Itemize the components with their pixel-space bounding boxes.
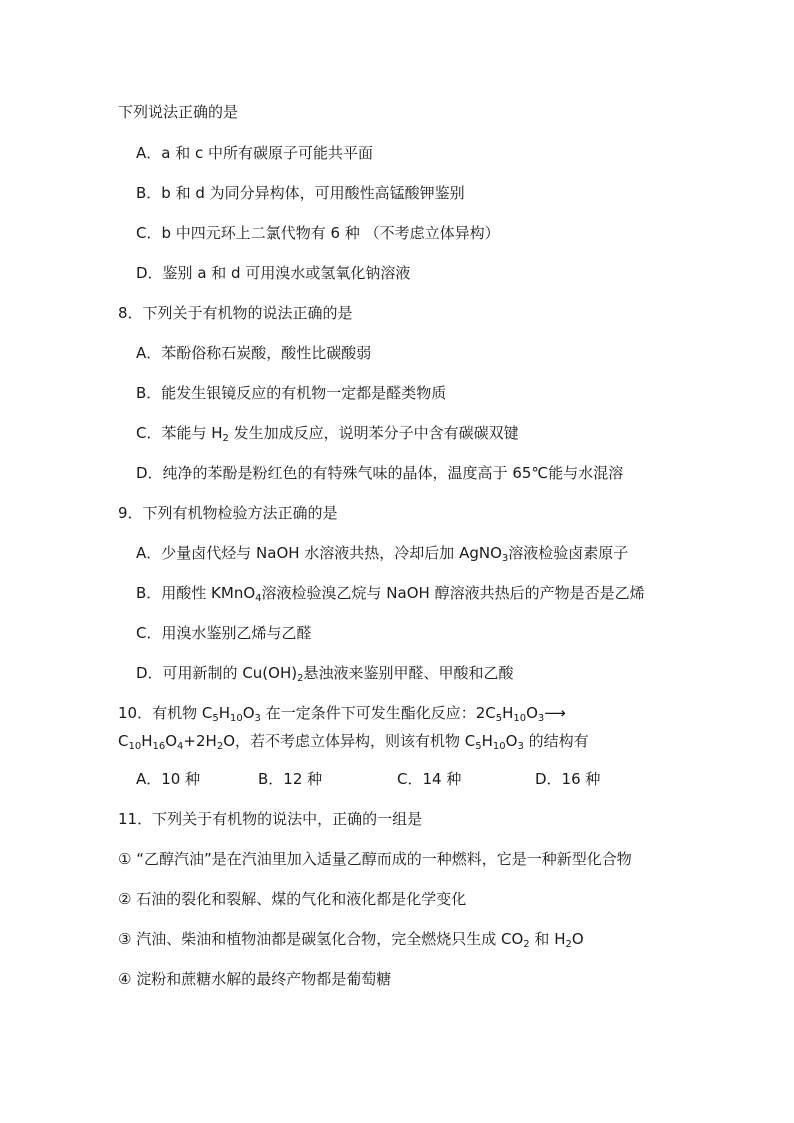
- q9-d-text: D．可用新制的 Cu(OH): [136, 664, 298, 682]
- q8-option-c: [136, 423, 519, 443]
- q11-i3-text: 和 H: [529, 930, 566, 948]
- q9-d-sub: 2: [297, 673, 304, 684]
- q9-b-text-post: 溶液检验溴乙烷与 NaOH 醇溶液共热后的产物是否是乙烯: [261, 584, 645, 602]
- q10-sub: 10: [513, 713, 527, 724]
- q9-option-b: [136, 583, 645, 603]
- q10-sub: 5: [212, 713, 219, 724]
- q8-c-text-post: 发生加成反应，说明苯分子中含有碳碳双键: [228, 424, 519, 442]
- q9-b-text: B．用酸性 KMnO: [136, 584, 256, 602]
- q11-item-1: ① “乙醇汽油”是在汽油里加入适量乙醇而成的一种燃料，它是一种新型化合物: [118, 850, 632, 868]
- q10-text: O: [526, 704, 538, 722]
- q10-text: H: [481, 732, 493, 750]
- reaction-arrow: ⟶: [544, 704, 566, 722]
- q10-sub: 10: [492, 741, 506, 752]
- q11-item-2: ② 石油的裂化和裂解、煤的气化和液化都是化学变化: [118, 890, 467, 908]
- q7-option-d: D．鉴别 a 和 d 可用溴水或氢氧化钠溶液: [136, 264, 411, 282]
- q11-stem: 11．下列关于有机物的说法中，正确的一组是: [118, 810, 423, 828]
- q10-text: H: [502, 704, 514, 722]
- q10-sub: 2: [216, 741, 224, 752]
- q7-stem: 下列说法正确的是: [118, 103, 239, 121]
- q8-c-sub: 2: [222, 433, 229, 444]
- q10-sub: 3: [517, 741, 524, 752]
- q11-item-3: [118, 929, 584, 949]
- q10-sub: 10: [230, 713, 243, 724]
- q10-text: O: [505, 732, 518, 750]
- q10-text: H: [141, 732, 153, 750]
- q10-text: O，若不考虑立体异构，则该有机物 C: [223, 732, 476, 750]
- q7-option-c: C．b 中四元环上二氯代物有 6 种 （不考虑立体异构）: [136, 224, 500, 242]
- q10-text: C: [118, 732, 129, 750]
- q10-text: O: [165, 732, 178, 750]
- q7-option-a: A．a 和 c 中所有碳原子可能共平面: [136, 144, 374, 162]
- q11-i3-text: O: [571, 930, 584, 948]
- q10-sub: 3: [254, 713, 261, 724]
- q10-sub: 3: [537, 713, 545, 724]
- q11-i3-sub: 2: [523, 939, 530, 950]
- q9-a-text-post: 溶液检验卤素原子: [508, 544, 629, 562]
- q10-option-c: C．14 种: [397, 770, 462, 788]
- q9-a-sub: 3: [501, 553, 509, 564]
- q8-c-text: C．苯能与 H: [136, 424, 223, 442]
- q10-option-a: A．10 种: [136, 770, 201, 788]
- q10-text: 的结构有: [523, 732, 589, 750]
- q10-stem-line2: [118, 731, 589, 751]
- q10-sub: 5: [495, 713, 503, 724]
- q10-text: O: [242, 704, 255, 722]
- q10-sub: 16: [152, 741, 166, 752]
- q9-a-text: A．少量卤代烃与 NaOH 水溶液共热，冷却后加 AgNO: [136, 544, 502, 562]
- q9-d-text-post: 悬浊液来鉴别甲醛、甲酸和乙酸: [303, 664, 514, 682]
- q11-i3-sub: 2: [565, 939, 572, 950]
- q10-text: 10．有机物 C: [118, 704, 213, 722]
- q8-option-d: D．纯净的苯酚是粉红色的有特殊气味的晶体，温度高于 65℃能与水混溶: [136, 464, 624, 482]
- q9-option-a: [136, 543, 628, 563]
- q9-option-d: [136, 663, 513, 683]
- q10-sub: 10: [128, 741, 142, 752]
- q11-item-4: ④ 淀粉和蔗糖水解的最终产物都是葡萄糖: [118, 970, 392, 988]
- q10-text: 在一定条件下可发生酯化反应：2C: [260, 704, 496, 722]
- q10-option-b: B．12 种: [258, 770, 323, 788]
- q9-b-sub: 4: [255, 593, 262, 604]
- q10-text: H: [218, 704, 230, 722]
- q10-sub: 4: [177, 741, 184, 752]
- q8-option-a: A．苯酚俗称石炭酸，酸性比碳酸弱: [136, 344, 372, 362]
- q11-i3-text: ③ 汽油、柴油和植物油都是碳氢化合物，完全燃烧只生成 CO: [118, 930, 524, 948]
- q10-text: +2H: [183, 732, 217, 750]
- q9-stem: 9．下列有机物检验方法正确的是: [118, 504, 338, 522]
- q8-stem: 8．下列关于有机物的说法正确的是: [118, 304, 353, 322]
- q9-option-c: C．用溴水鉴别乙烯与乙醛: [136, 624, 312, 642]
- q8-option-b: B．能发生银镜反应的有机物一定都是醛类物质: [136, 384, 447, 402]
- q10-sub: 5: [475, 741, 482, 752]
- q10-option-d: D．16 种: [535, 770, 601, 788]
- q10-stem-line1: [118, 703, 566, 723]
- q7-option-b: B．b 和 d 为同分异构体，可用酸性高锰酸钾鉴别: [136, 184, 465, 202]
